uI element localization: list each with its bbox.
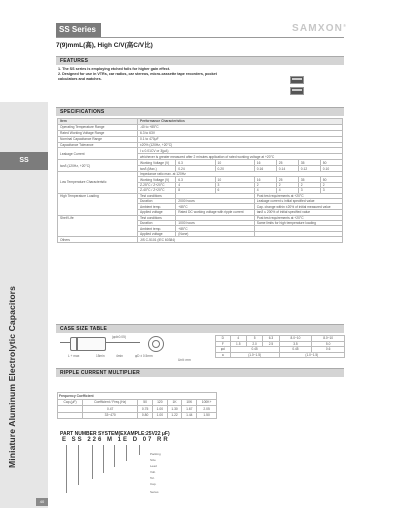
dim-label: 15min [96,354,105,358]
cell: 1K [167,399,182,406]
part-label: Cap. [150,482,157,486]
cell: Ambient temp. [138,204,176,209]
dim-label: φD ± 0.5mm [135,354,153,358]
cell: 3.5 [279,341,312,347]
part-label: Tol. [150,476,155,480]
cell: Applied voltage [138,209,176,215]
cell: 1.5 [230,341,246,347]
cell [254,204,342,209]
cell: 2 [298,182,320,187]
cell: 8.0~10 [279,336,312,342]
cell: Test conditions [138,193,176,198]
part-label: Series [150,490,159,494]
series-badge: SS Series [56,23,101,37]
row-label: Operating Temperature Range [58,124,138,130]
product-photo [290,76,304,84]
row-label: Rated Working Voltage Range [58,130,138,136]
specs-section-bar [56,107,344,116]
part-number-title: PART NUMBER SYSTEM(EXAMPLE:25V22 μF) [60,431,170,437]
series-tab[interactable]: SS [0,152,48,170]
part-number-code: E SS 226 M 1E D 07 RR [62,437,170,443]
cell: 8.0~10 [312,336,345,342]
cell: 120 [152,399,167,406]
table-row [216,352,345,358]
features-section-bar [56,56,344,65]
cell: 0.47 [83,406,138,413]
header-cell: Item [58,119,138,125]
cell: a [216,352,231,358]
cell: 1.67 [182,406,197,413]
part-leader [114,445,115,467]
part-label: Packing [150,452,161,456]
unit-label: Unit: mm [178,358,191,362]
cell: 1.00 [152,412,167,419]
cell: Z-40°C / Z+20°C [138,188,176,193]
case-size-table [215,335,345,358]
cell: 6.3 [176,177,215,182]
cell: Impedance ratio max. at 120Hz [138,172,343,177]
cell: Duration [138,198,176,203]
row-value: I ≤ 0.01CV or 3(μA) [138,148,343,154]
cell: 0.16 [254,166,276,172]
cell-value: ≤ initial specified value [281,199,315,204]
cell: 0.45 [230,347,279,353]
cell: Test conditions [138,215,176,220]
part-leader [66,445,67,493]
cell: (1.0~1.5) [279,352,344,358]
end-view-inner [152,340,160,348]
cell: 3 [320,188,342,193]
cell: 0.10 [320,166,342,172]
part-label: Volt. [150,470,156,474]
lead-line [60,342,70,343]
row-value: -40 to +85°C [138,124,343,130]
cell: +85°C [176,204,255,209]
part-label: Lead [150,464,157,468]
cell: JIS C-5101 (IEC 60384) [138,237,343,243]
specs-title: SPECIFICATIONS [60,109,105,115]
cell-key: tanδ [256,210,264,215]
feature-item: calculators and watches. [58,77,102,82]
cell: Working Voltage (V) [138,160,176,166]
cell: Coefficient / Freq.(Hz) [83,399,138,406]
table-row [58,237,343,243]
cell: 3 [298,188,320,193]
row-label: High Temperature Loading [58,193,138,215]
product-photo [290,87,304,95]
ripple-section-bar [56,368,344,377]
cell: 6 [215,188,254,193]
row-label: tanδ (120Hz, +20°C) [58,160,138,172]
row-label: Capacitance Tolerance [58,142,138,148]
cell: 10 [215,177,254,182]
header-divider [56,37,344,38]
capacitor-sleeve [76,337,78,351]
cell: 35 [298,177,320,182]
cell: Duration [138,221,176,226]
row-value: 0.1 to 470μF [138,136,343,142]
capacitor-drawing [60,334,205,362]
cell: 2000 hours [176,198,255,203]
cell: 2.5 [263,341,279,347]
cell: 4 [176,182,215,187]
case-title: CASE SIZE TABLE [60,326,108,332]
cell: 2 [320,182,342,187]
ripple-table [57,392,217,419]
cell: 0.14 [276,166,298,172]
row-value: whichever is greater measured after 2 minutes application of rated working voltage at +20°C [138,154,343,160]
cell: Cap.(μF) [58,399,83,406]
cell: 1.22 [167,412,182,419]
cell: 5 [246,336,262,342]
page-subtitle: 7(9)mmL(高), High C/V(高C/V比) [56,42,153,49]
feature-item: 2. Designed for use in VTRs, car radios, car stereos, micro-cassette tape recorders, pocket [58,72,217,77]
cell-key: Cap. change [256,204,276,209]
row-label: Shelf Life [58,215,138,237]
cell: 3 [215,182,254,187]
cell: 0.45 [279,347,312,353]
cell: 10K [182,399,197,406]
cell: 50 [320,177,342,182]
cell: 4 [230,336,246,342]
cell: 50 [320,160,342,166]
cell: (None) [176,231,255,236]
cell: 2.05 [197,406,217,413]
cell-value: ≤ 200% of initial specified value [264,210,311,215]
row-label: Nominal Capacitance Range [58,136,138,142]
row-value: 6.3 to 63V [138,130,343,136]
cell: 2 [276,182,298,187]
feature-item: 1. The SS series is employing etched foils for higher gain effect. [58,67,171,71]
cell-value: within ±20% of initial measured value [276,204,331,209]
cell: 4 [254,188,276,193]
part-leader [103,445,104,473]
page-number: 40 [36,498,48,506]
cell: Same limits for high temperature loading [254,221,342,226]
dim-label: L + max [68,354,80,358]
cell: 5.0 [312,341,345,347]
cell: Post test requirements at +20°C [254,193,342,198]
cell: 50 [138,399,153,406]
cell: φd [216,347,231,353]
sidebar [0,0,48,518]
part-leader [126,445,127,461]
row-label: Low Temperature Characteristic [58,172,138,194]
cell: Applied voltage [138,231,176,236]
cell [58,412,83,419]
cell: Post test requirements at +20°C [254,215,342,220]
cell: tanδ (Max.) [138,166,176,172]
part-leader [92,445,93,479]
ripple-subtitle: Frequency Coefficient [58,393,217,400]
header-cell: Performance Characteristics [138,119,343,125]
sidebar-title: Miniature Aluminum Electrolytic Capacitors [7,286,17,468]
table-row [58,412,217,419]
features-title: FEATURES [60,58,89,64]
cell: Rated DC working voltage with ripple current [176,209,255,215]
cell: 25 [276,160,298,166]
cell: Ambient temp. [138,226,176,231]
dim-label: (φd±0.05) [112,335,126,339]
cell: 35 [298,160,320,166]
cell: 100K+ [197,399,217,406]
part-leader [139,445,140,455]
row-label: Others [58,237,138,243]
row-value: ±20% (120Hz, +20°C) [138,142,343,148]
cell: Working Voltage (V) [138,177,176,182]
cell: F [216,341,231,347]
brand-name: SAMXON [292,23,344,34]
cell: 33~470 [83,412,138,419]
cell: 6.3 [263,336,279,342]
cell-key: Leakage current [256,199,281,204]
brand-mark: ® [343,23,348,28]
cell: 1000 hours [176,221,255,226]
brand-logo [292,23,347,34]
cell: 25 [276,177,298,182]
cell: 0.12 [298,166,320,172]
cell: (1.0~1.5) [230,352,279,358]
cell: 4 [276,188,298,193]
cell: 6.3 [176,160,215,166]
part-label: Size [150,458,156,462]
part-leader [78,445,79,485]
cell: 0.20 [215,166,254,172]
cell: 2.0 [246,341,262,347]
cell: 16 [254,177,276,182]
cell: 1.44 [182,412,197,419]
cell: Z-25°C / Z+20°C [138,182,176,187]
dim-label: 4min [116,354,123,358]
cell: 0.80 [138,412,153,419]
cell: 1.00 [152,406,167,413]
cell: 8 [176,188,215,193]
cell: 2 [254,182,276,187]
cell: 0.6 [312,347,345,353]
cell: 10 [215,160,254,166]
cell: D [216,336,231,342]
case-section-bar [56,324,344,333]
ripple-title: RIPPLE CURRENT MULTIPLIER [60,370,140,376]
cell: 16 [254,160,276,166]
row-label: Leakage Current [58,148,138,160]
cell: 0.75 [138,406,153,413]
cell: +85°C [176,226,255,231]
features-list [58,67,268,83]
cell: 0.24 [176,166,215,172]
lead-line [106,342,140,343]
cell: 1.30 [167,406,182,413]
specifications-table [57,118,343,243]
cell: 1.50 [197,412,217,419]
